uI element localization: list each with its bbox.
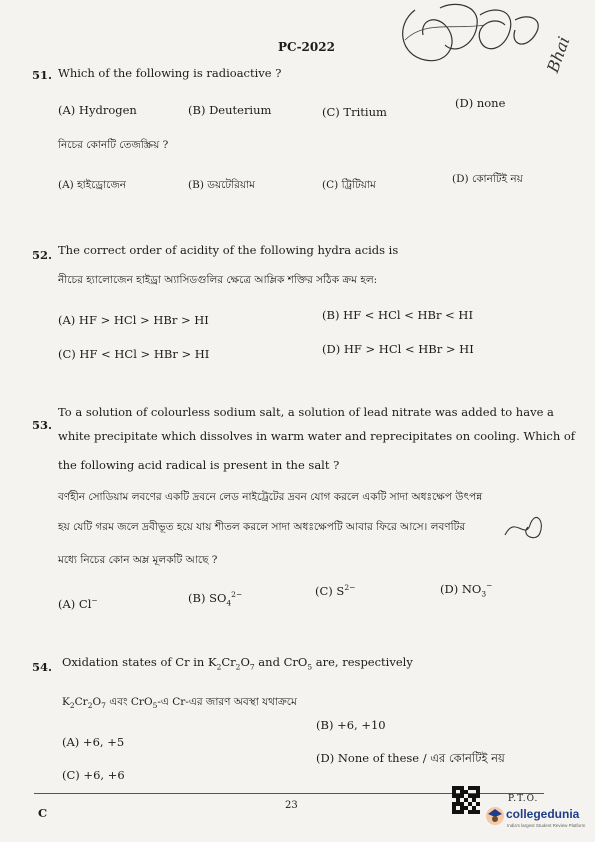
q52-option-b[interactable]: (B) HF < HCl < HBr < HI bbox=[322, 308, 473, 322]
q51-option-a-bn[interactable]: (A) হাইড্রোজেন bbox=[58, 179, 126, 191]
q51-text-bn: নিচের কোনটি তেজস্ক্রিয় ? bbox=[58, 139, 169, 151]
q54-text-en: Oxidation states of Cr in $K_2Cr_2O_7$ and CrO$_5$ are, respectively bbox=[62, 655, 413, 672]
q53-text-bn-line1: বর্ণহীন সোডিয়াম লবণের একটি দ্রবনে লেড নাইট্রেটের দ্রবন যোগ করলে একটি সাদা অধঃক্ষেপ উৎপন্ন bbox=[58, 491, 483, 503]
q53-option-b[interactable]: (B) $SO_4^{2-}$ bbox=[188, 590, 243, 608]
q51-number: 51. bbox=[32, 68, 53, 82]
q51-text-en: Which of the following is radioactive ? bbox=[58, 66, 282, 80]
collegedunia-logo-icon bbox=[485, 806, 505, 826]
q51-option-c-en[interactable]: (C) Tritium bbox=[322, 105, 387, 119]
q51-option-b-bn[interactable]: (B) ডয়টেরিয়াম bbox=[188, 179, 255, 191]
q51-option-c-bn[interactable]: (C) ট্রিটিয়াম bbox=[322, 179, 376, 191]
page-number: 23 bbox=[285, 800, 298, 811]
collegedunia-logo-text: collegedunia bbox=[506, 807, 580, 821]
q54-option-b[interactable]: (B) +6, +10 bbox=[316, 718, 386, 732]
collegedunia-tagline: India's largest Student Review Platform bbox=[507, 823, 586, 828]
qr-code bbox=[452, 786, 480, 814]
q54-option-d[interactable]: (D) None of these / এর কোনটিই নয় bbox=[316, 751, 505, 765]
q53-text-bn-line3: মধ্যে নিচের কোন অম্ল মূলকটি আছে ? bbox=[58, 554, 218, 566]
q52-text-en: The correct order of acidity of the following hydra acids is bbox=[58, 243, 399, 257]
handwritten-corner-note: Bhai bbox=[543, 33, 574, 76]
q52-number: 52. bbox=[32, 248, 53, 262]
q54-option-a[interactable]: (A) +6, +5 bbox=[62, 735, 125, 749]
q52-option-d[interactable]: (D) HF > HCl < HBr > HI bbox=[322, 342, 474, 356]
pto-label: P.T.O. bbox=[508, 794, 539, 804]
booklet-code: C bbox=[38, 806, 48, 820]
q54-text-bn: $K_2Cr_2O_7$ এবং CrO$_5$-এ Cr-এর জারণ অবস্থা যথাক্রমে bbox=[62, 696, 297, 711]
q52-text-bn: নীচের হ্যালোজেন হাইড্রা অ্যাসিডগুলির ক্ষেত্রে আম্লিক শক্তির সঠিক ক্রম হল: bbox=[58, 274, 378, 286]
q51-option-d-bn[interactable]: (D) কোনটিই নয় bbox=[452, 173, 523, 185]
q54-number: 54. bbox=[32, 660, 53, 674]
q54-option-c[interactable]: (C) +6, +6 bbox=[62, 768, 125, 782]
q53-option-a[interactable]: (A) Cl− bbox=[58, 596, 98, 611]
q52-option-c[interactable]: (C) HF < HCl > HBr > HI bbox=[58, 347, 210, 361]
q52-option-a[interactable]: (A) HF > HCl > HBr > HI bbox=[58, 313, 209, 327]
q53-text-en-line2: white precipitate which dissolves in warm water and reprecipitates on cooling. Which of bbox=[58, 429, 576, 443]
paper-code: PC-2022 bbox=[278, 40, 335, 54]
handwritten-margin-note bbox=[500, 505, 550, 545]
q51-option-d-en[interactable]: (D) none bbox=[455, 96, 506, 110]
q53-text-en-line1: To a solution of colourless sodium salt, a solution of lead nitrate was added to have a bbox=[58, 405, 554, 419]
q53-option-c[interactable]: (C) $S^{2-}$ bbox=[315, 583, 356, 598]
q53-option-d[interactable]: (D) $NO_3^-$ bbox=[440, 581, 493, 599]
q51-option-a-en[interactable]: (A) Hydrogen bbox=[58, 103, 137, 117]
q51-option-b-en[interactable]: (B) Deuterium bbox=[188, 103, 272, 117]
q53-number: 53. bbox=[32, 418, 53, 432]
q53-text-bn-line2: হয় যেটি গরম জলে দ্রবীভূত হয়ে যায় শীতল করলে সাদা অধঃক্ষেপটি আবার ফিরে আসে। লবণটির bbox=[58, 521, 466, 533]
q53-text-en-line3: the following acid radical is present in the salt ? bbox=[58, 458, 340, 472]
